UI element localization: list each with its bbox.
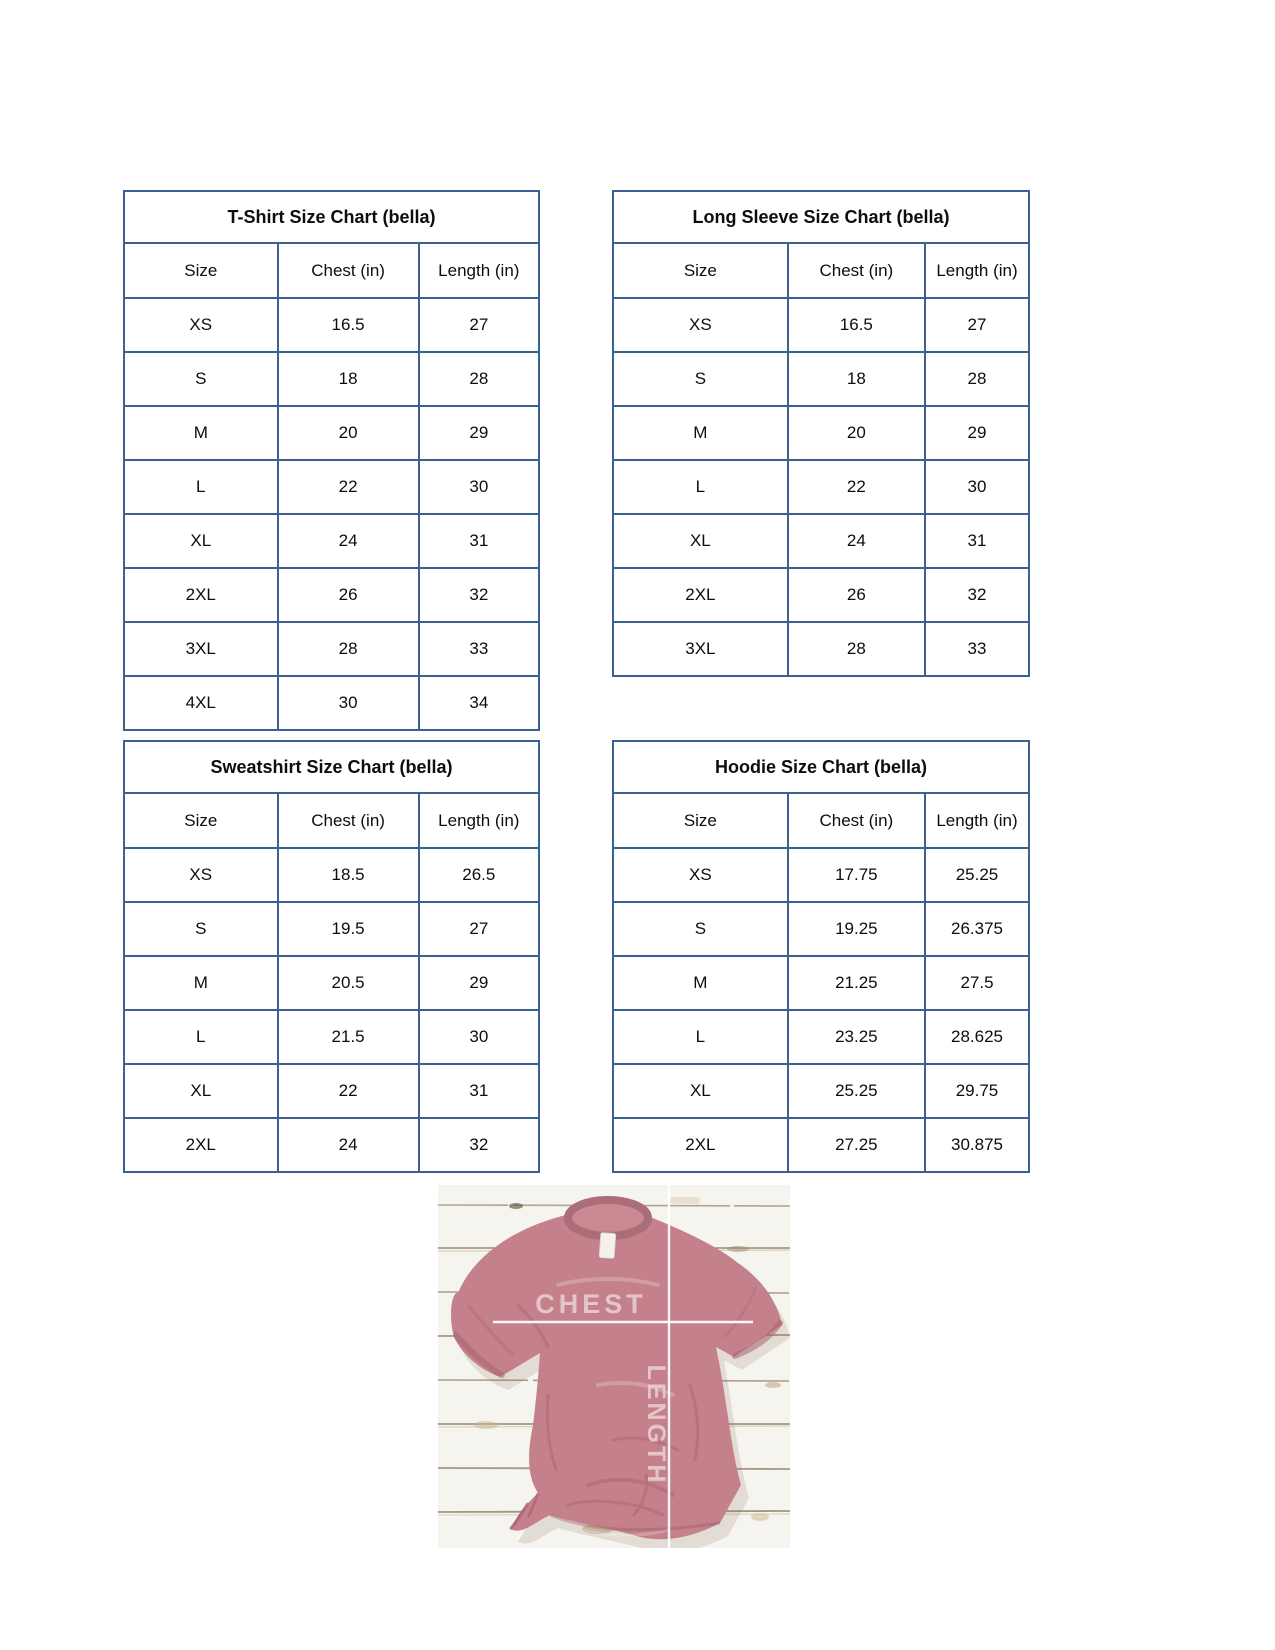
table-row: [124, 352, 539, 406]
table-cell: 31: [419, 514, 539, 568]
table-cell: 16.5: [278, 298, 419, 352]
table-cell: 32: [925, 568, 1029, 622]
table-title-row: [613, 741, 1029, 793]
table-cell: 20: [278, 406, 419, 460]
table-row: [124, 460, 539, 514]
table-cell: M: [613, 406, 788, 460]
table-cell: XL: [613, 1064, 788, 1118]
table-row: [124, 902, 539, 956]
table-cell: 16.5: [788, 298, 925, 352]
table-cell: 31: [419, 1064, 539, 1118]
table-cell: S: [124, 352, 278, 406]
table-cell: L: [613, 1010, 788, 1064]
sweatshirt-size-table: [123, 740, 540, 1173]
table-cell: XS: [124, 298, 278, 352]
table-cell: 22: [278, 1064, 419, 1118]
table-header-row: [613, 243, 1029, 298]
table-row: [124, 1010, 539, 1064]
table-cell: 32: [419, 1118, 539, 1172]
table-cell: 21.25: [788, 956, 925, 1010]
table-cell: L: [124, 460, 278, 514]
table-row: [613, 406, 1029, 460]
table-cell: 21.5: [278, 1010, 419, 1064]
table-row: [124, 406, 539, 460]
table-cell: 28.625: [925, 1010, 1029, 1064]
table-cell: 32: [419, 568, 539, 622]
table-cell: S: [613, 902, 788, 956]
table-cell: 2XL: [124, 568, 278, 622]
table-title: T-Shirt Size Chart (bella): [124, 191, 539, 243]
table-header-row: [613, 793, 1029, 848]
table-cell: 22: [788, 460, 925, 514]
table-cell: M: [613, 956, 788, 1010]
table-cell: 27.5: [925, 956, 1029, 1010]
table-cell: 4XL: [124, 676, 278, 730]
care-label: [599, 1233, 616, 1259]
table-cell: 30.875: [925, 1118, 1029, 1172]
table-row: [613, 1064, 1029, 1118]
measurement-guide-photo: [438, 1185, 790, 1548]
table-title: Sweatshirt Size Chart (bella): [124, 741, 539, 793]
column-header-length: Length (in): [419, 243, 539, 298]
table-cell: 26.375: [925, 902, 1029, 956]
column-header-chest: Chest (in): [788, 243, 925, 298]
table-cell: XL: [124, 514, 278, 568]
table-header-row: [124, 243, 539, 298]
table-row: [124, 1064, 539, 1118]
table-cell: L: [124, 1010, 278, 1064]
table-cell: 27: [925, 298, 1029, 352]
table-cell: 29: [419, 406, 539, 460]
table-row: [124, 676, 539, 730]
table-title: Long Sleeve Size Chart (bella): [613, 191, 1029, 243]
table-cell: 30: [925, 460, 1029, 514]
table-cell: 17.75: [788, 848, 925, 902]
table-header-row: [124, 793, 539, 848]
column-header-chest: Chest (in): [278, 243, 419, 298]
column-header-size: Size: [124, 243, 278, 298]
table-cell: 25.25: [925, 848, 1029, 902]
table-row: [124, 848, 539, 902]
table-title-row: [124, 191, 539, 243]
table-row: [124, 298, 539, 352]
table-cell: 22: [278, 460, 419, 514]
table-cell: XS: [613, 298, 788, 352]
table-title: Hoodie Size Chart (bella): [613, 741, 1029, 793]
table-cell: 28: [278, 622, 419, 676]
table-cell: 30: [419, 1010, 539, 1064]
table-row: [124, 1118, 539, 1172]
table-cell: 26: [278, 568, 419, 622]
table-cell: 34: [419, 676, 539, 730]
table-cell: M: [124, 956, 278, 1010]
table-cell: 33: [925, 622, 1029, 676]
table-cell: 24: [788, 514, 925, 568]
table-cell: 28: [788, 622, 925, 676]
tshirt-table: [123, 190, 540, 731]
table-cell: 29.75: [925, 1064, 1029, 1118]
column-header-length: Length (in): [419, 793, 539, 848]
table-cell: M: [124, 406, 278, 460]
table-cell: L: [613, 460, 788, 514]
table-cell: 24: [278, 514, 419, 568]
table-cell: 2XL: [613, 568, 788, 622]
table-row: [613, 568, 1029, 622]
hoodie-table: [612, 740, 1030, 1173]
table-cell: 18: [788, 352, 925, 406]
table-row: [613, 1010, 1029, 1064]
table-title-row: [613, 191, 1029, 243]
table-row: [613, 1118, 1029, 1172]
table-cell: 24: [278, 1118, 419, 1172]
table-cell: 27: [419, 298, 539, 352]
table-cell: 23.25: [788, 1010, 925, 1064]
table-cell: 28: [925, 352, 1029, 406]
table-cell: XS: [124, 848, 278, 902]
chest-label: CHEST: [535, 1289, 647, 1319]
table-cell: 27: [419, 902, 539, 956]
table-cell: S: [613, 352, 788, 406]
column-header-size: Size: [124, 793, 278, 848]
column-header-length: Length (in): [925, 243, 1029, 298]
table-cell: 30: [278, 676, 419, 730]
table-cell: 19.25: [788, 902, 925, 956]
table-row: [613, 902, 1029, 956]
sweatshirt-table: [123, 740, 540, 1173]
table-row: [613, 848, 1029, 902]
length-label: LENGTH: [642, 1364, 670, 1486]
table-cell: 19.5: [278, 902, 419, 956]
table-cell: XS: [613, 848, 788, 902]
table-cell: 27.25: [788, 1118, 925, 1172]
table-cell: 2XL: [124, 1118, 278, 1172]
long-sleeve-size-table: [612, 190, 1030, 677]
table-row: [124, 622, 539, 676]
column-header-chest: Chest (in): [278, 793, 419, 848]
column-header-chest: Chest (in): [788, 793, 925, 848]
table-cell: 20: [788, 406, 925, 460]
table-cell: 25.25: [788, 1064, 925, 1118]
table-row: [124, 956, 539, 1010]
table-cell: XL: [124, 1064, 278, 1118]
hoodie-size-table: [612, 740, 1030, 1173]
table-row: [613, 460, 1029, 514]
table-cell: 18: [278, 352, 419, 406]
table-cell: 18.5: [278, 848, 419, 902]
table-row: [613, 622, 1029, 676]
column-header-size: Size: [613, 243, 788, 298]
tshirt-photo-illustration: [438, 1185, 790, 1548]
table-cell: 3XL: [613, 622, 788, 676]
table-row: [613, 352, 1029, 406]
table-cell: 26.5: [419, 848, 539, 902]
table-title-row: [124, 741, 539, 793]
table-cell: 3XL: [124, 622, 278, 676]
table-cell: 30: [419, 460, 539, 514]
table-cell: 29: [925, 406, 1029, 460]
tshirt-size-table: [123, 190, 540, 731]
long-sleeve-table: [612, 190, 1030, 677]
table-row: [613, 298, 1029, 352]
column-header-length: Length (in): [925, 793, 1029, 848]
table-cell: 29: [419, 956, 539, 1010]
table-cell: 31: [925, 514, 1029, 568]
table-cell: 26: [788, 568, 925, 622]
table-cell: 2XL: [613, 1118, 788, 1172]
table-row: [124, 514, 539, 568]
table-cell: XL: [613, 514, 788, 568]
table-row: [613, 514, 1029, 568]
table-row: [613, 956, 1029, 1010]
table-cell: 28: [419, 352, 539, 406]
table-row: [124, 568, 539, 622]
table-cell: S: [124, 902, 278, 956]
column-header-size: Size: [613, 793, 788, 848]
table-cell: 20.5: [278, 956, 419, 1010]
table-cell: 33: [419, 622, 539, 676]
